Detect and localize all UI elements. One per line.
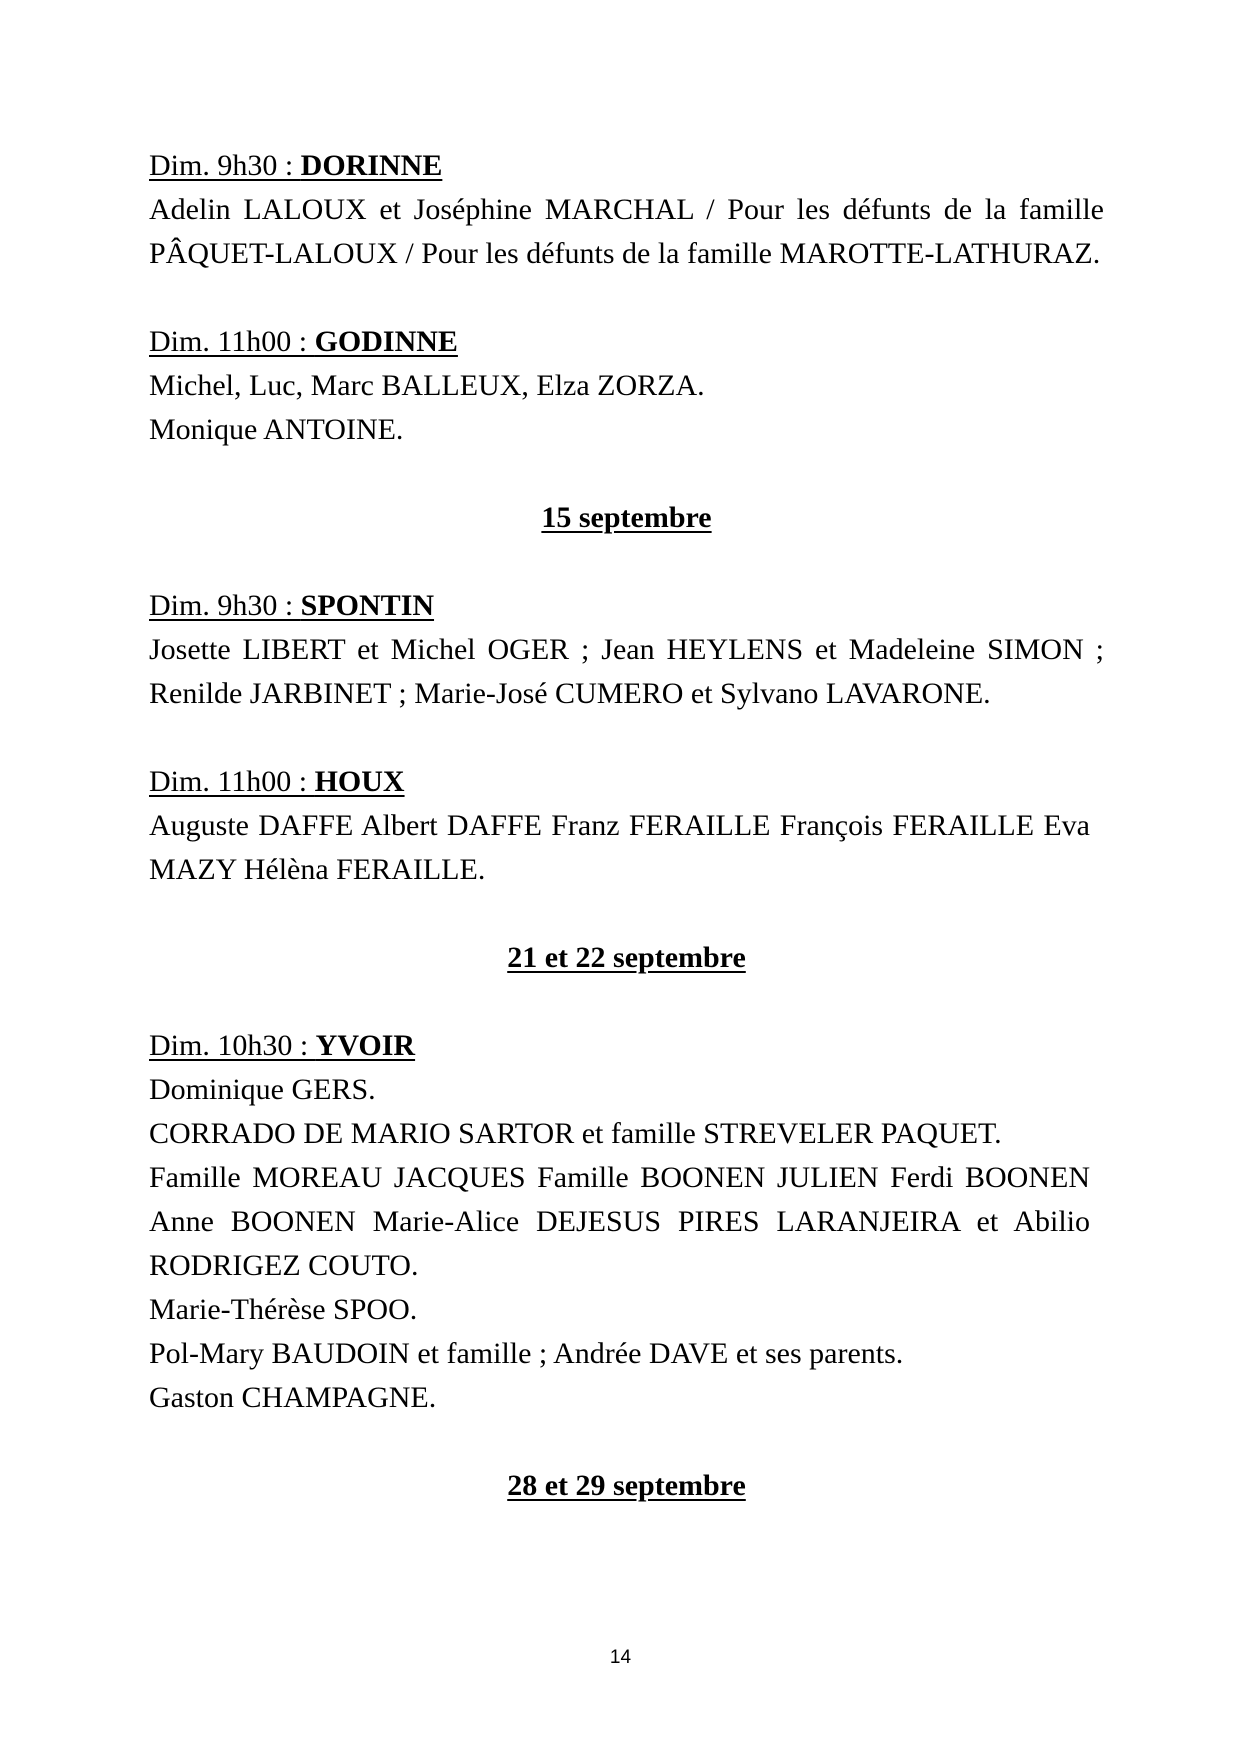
mass-place: GODINNE [314,325,458,358]
mass-heading [149,1024,1104,1068]
intention-line: Monique ANTOINE. [149,413,404,446]
intentions-paragraph: Josette LIBERT et Michel OGER ; Jean HEYLENS et Madeleine SIMON ; Renilde JARBINET ; Marie-José CUMERO et Sylvano LAVARONE. [149,633,1104,710]
mass-time: Dim. 10h30 : [149,1029,316,1062]
intention-line: Famille MOREAU JACQUES Famille BOONEN JULIEN Ferdi BOONEN Anne BOONEN Marie-Alice DEJESUS PIRES LARANJEIRA et Abilio RODRIGEZ COUTO. [149,1161,1090,1282]
mass-entry [149,144,1104,276]
mass-entry [149,320,1104,452]
intention-line: CORRADO DE MARIO SARTOR et famille STREVELER PAQUET. [149,1117,1002,1150]
mass-place: HOUX [314,765,405,798]
mass-heading [149,760,1104,804]
mass-time: Dim. 11h00 : [149,765,315,798]
mass-entry [149,584,1104,716]
mass-place: SPONTIN [300,589,435,622]
mass-heading [149,320,1104,364]
intentions-paragraph: Adelin LALOUX et Joséphine MARCHAL / Pour les défunts de la famille PÂQUET-LALOUX / Pour les défunts de la famille MAROTTE-LATHURAZ. [149,193,1104,270]
mass-entry [149,1024,1104,1420]
mass-place: YVOIR [315,1029,416,1062]
intention-line: Gaston CHAMPAGNE. [149,1381,437,1414]
mass-intentions-list [149,144,1104,1552]
mass-time: Dim. 9h30 : [149,149,301,182]
intentions-paragraph: Auguste DAFFE Albert DAFFE Franz FERAILLE François FERAILLE Eva MAZY Hélèna FERAILLE. [149,809,1090,886]
intention-line: Marie-Thérèse SPOO. [149,1293,418,1326]
intention-line: Pol-Mary BAUDOIN et famille ; Andrée DAVE et ses parents. [149,1337,904,1370]
section-date-heading: 21 et 22 septembre [507,941,746,974]
mass-time: Dim. 11h00 : [149,325,315,358]
mass-place: DORINNE [300,149,443,182]
intention-line: Dominique GERS. [149,1073,376,1106]
section-date-heading: 28 et 29 septembre [507,1469,746,1502]
mass-heading [149,584,1104,628]
mass-time: Dim. 9h30 : [149,589,301,622]
intention-line: Michel, Luc, Marc BALLEUX, Elza ZORZA. [149,369,705,402]
section-date-heading: 15 septembre [541,501,712,534]
page-number: 14 [609,1647,632,1668]
mass-entry [149,760,1104,892]
mass-heading [149,144,1104,188]
